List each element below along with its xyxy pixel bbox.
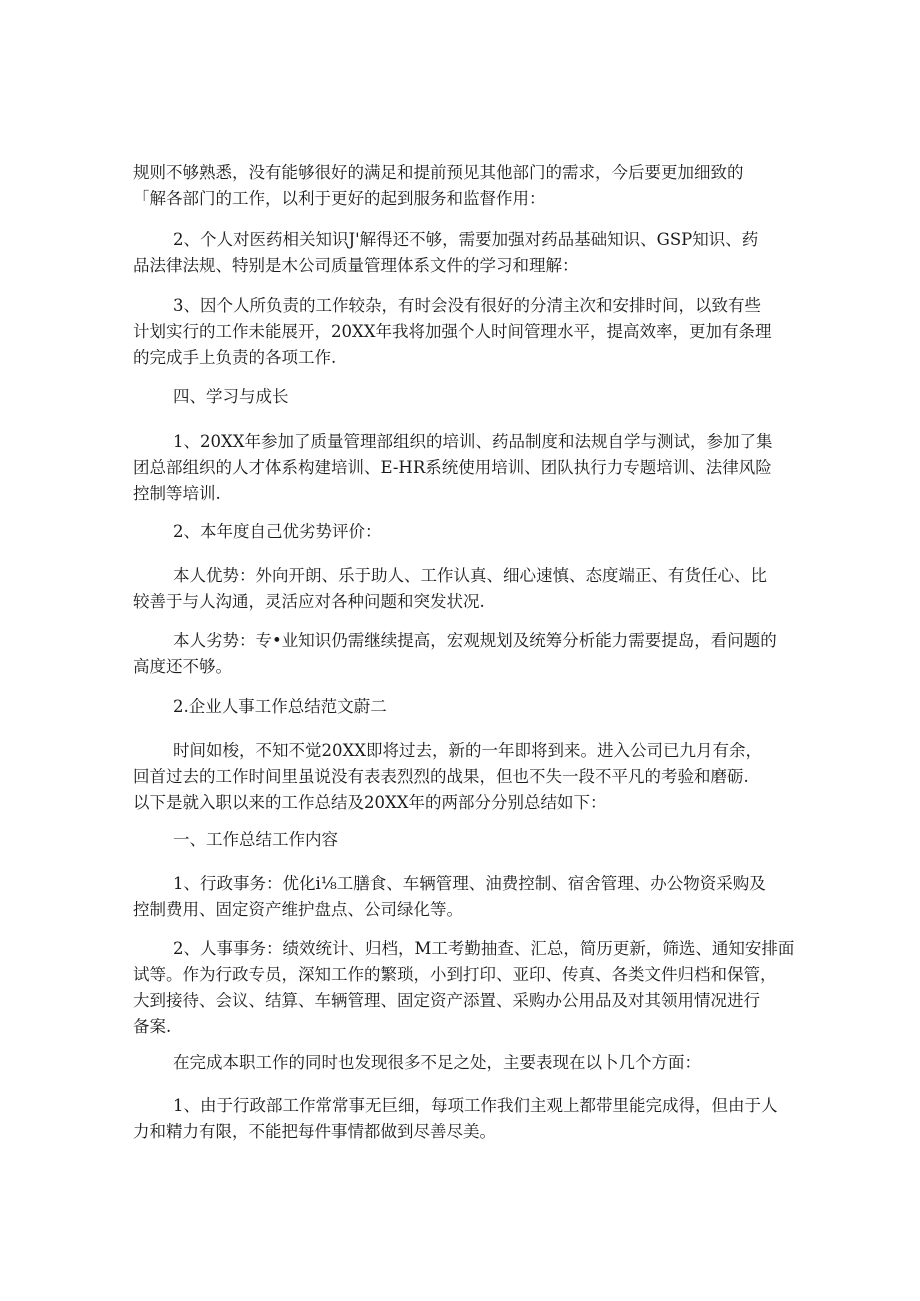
text-line: 1、20XX年参加了质量管理部组织的培训、药品制度和法规自学与测试，参加了集	[173, 432, 773, 451]
text-line: 「解各部门的工作，以利于更好的起到服务和监督作用：	[133, 189, 546, 208]
text-line: 计划实行的工作未能展开，20XX年我将加强个人时间管理水平，提高效率，更加有条理	[133, 322, 772, 341]
section-heading	[133, 694, 793, 720]
text-line: 规则不够熟悉，没有能够很好的满足和提前预见其他部门的需求，今后要更加细致的	[133, 163, 744, 182]
paragraph	[133, 1093, 793, 1145]
paragraph	[133, 160, 793, 212]
paragraph	[133, 1050, 793, 1076]
text-line: 一、工作总结工作内容	[173, 830, 338, 849]
paragraph	[133, 563, 793, 615]
text-line: 时间如梭，不知不觉20XX即将过去，新的一年即将到来。进入公司已九月有余，	[173, 741, 762, 760]
section-heading	[133, 827, 793, 853]
section-heading	[133, 384, 793, 410]
text-line: 以下是就入职以来的工作总结及20XX年的两部分分别总结如下：	[133, 793, 607, 812]
text-line: 本人劣势：专•业知识仍需继续提高，宏观规划及统筹分析能力需要提岛，看问题的	[173, 631, 777, 650]
text-line: 的完成手上负责的各项工作.	[133, 348, 337, 367]
text-line: 试等。作为行政专员，深知工作的繁琐，小到打印、亚印、传真、各类文件归档和保管，	[133, 965, 777, 984]
paragraph	[133, 738, 793, 816]
text-line: 四、学习与成长	[173, 387, 289, 406]
paragraph	[133, 871, 793, 923]
text-line: 2、人事事务：绩效统计、归档，M工考勤抽查、汇总，简历更新，筛选、通知安排面	[173, 939, 795, 958]
text-line: 团总部组织的人才体系构建培训、E-HR系统使用培训、团队执行力专题培训、法律风险	[133, 458, 772, 477]
text-line: 控制等培训.	[133, 484, 221, 503]
paragraph	[133, 227, 793, 279]
text-line: 备案.	[133, 1017, 172, 1036]
text-line: 1、由于行政部工作常常事无巨细，每项工作我们主观上都带里能完成得，但由于人	[173, 1096, 778, 1115]
text-line: 1、行政事务：优化i⅛工膳食、车辆管理、油费控制、宿舍管理、办公物资采购及	[173, 874, 766, 893]
paragraph	[133, 519, 793, 545]
text-line: 2、个人对医药相关知识J'解得还不够，需要加强对药品基础知识、GSP知识、药	[173, 230, 759, 249]
text-line: 品法律法规、特别是木公司质量管理体系文件的学习和理解：	[133, 256, 579, 275]
text-line: 控制费用、固定资产维护盘点、公司绿化等。	[133, 900, 463, 919]
text-line: 大到接待、会议、结算、车辆管理、固定资产添置、采购办公用品及对其领用情况进行	[133, 991, 760, 1010]
paragraph	[133, 628, 793, 680]
text-line: 力和精力有限，不能把每件事情都做到尽善尽美。	[133, 1122, 496, 1141]
text-line: 高度还不够。	[133, 657, 232, 676]
paragraph	[133, 936, 793, 1040]
text-line: 3、因个人所负责的工作较杂，有时会没有很好的分清主次和安排时间，以致有些	[173, 296, 761, 315]
text-line: 本人优势：外向开朗、乐于助人、工作认真、细心速慎、态度端正、有货任心、比	[173, 566, 767, 585]
text-line: 2.企业人事工作总结范文蔚二	[173, 697, 387, 716]
text-line: 2、本年度自己优劣势评价：	[173, 522, 382, 541]
paragraph	[133, 429, 793, 507]
text-line: 较善于与人沟通，灵活应对各种问题和突发状况.	[133, 592, 485, 611]
text-line: 回首过去的工作时间里虽说没有表表烈烈的战果，但也不失一段不平凡的考验和磨砺.	[133, 767, 749, 786]
text-line: 在完成本职工作的同时也发现很多不足之处，主要表现在以卜几个方面：	[173, 1053, 701, 1072]
paragraph	[133, 293, 793, 371]
